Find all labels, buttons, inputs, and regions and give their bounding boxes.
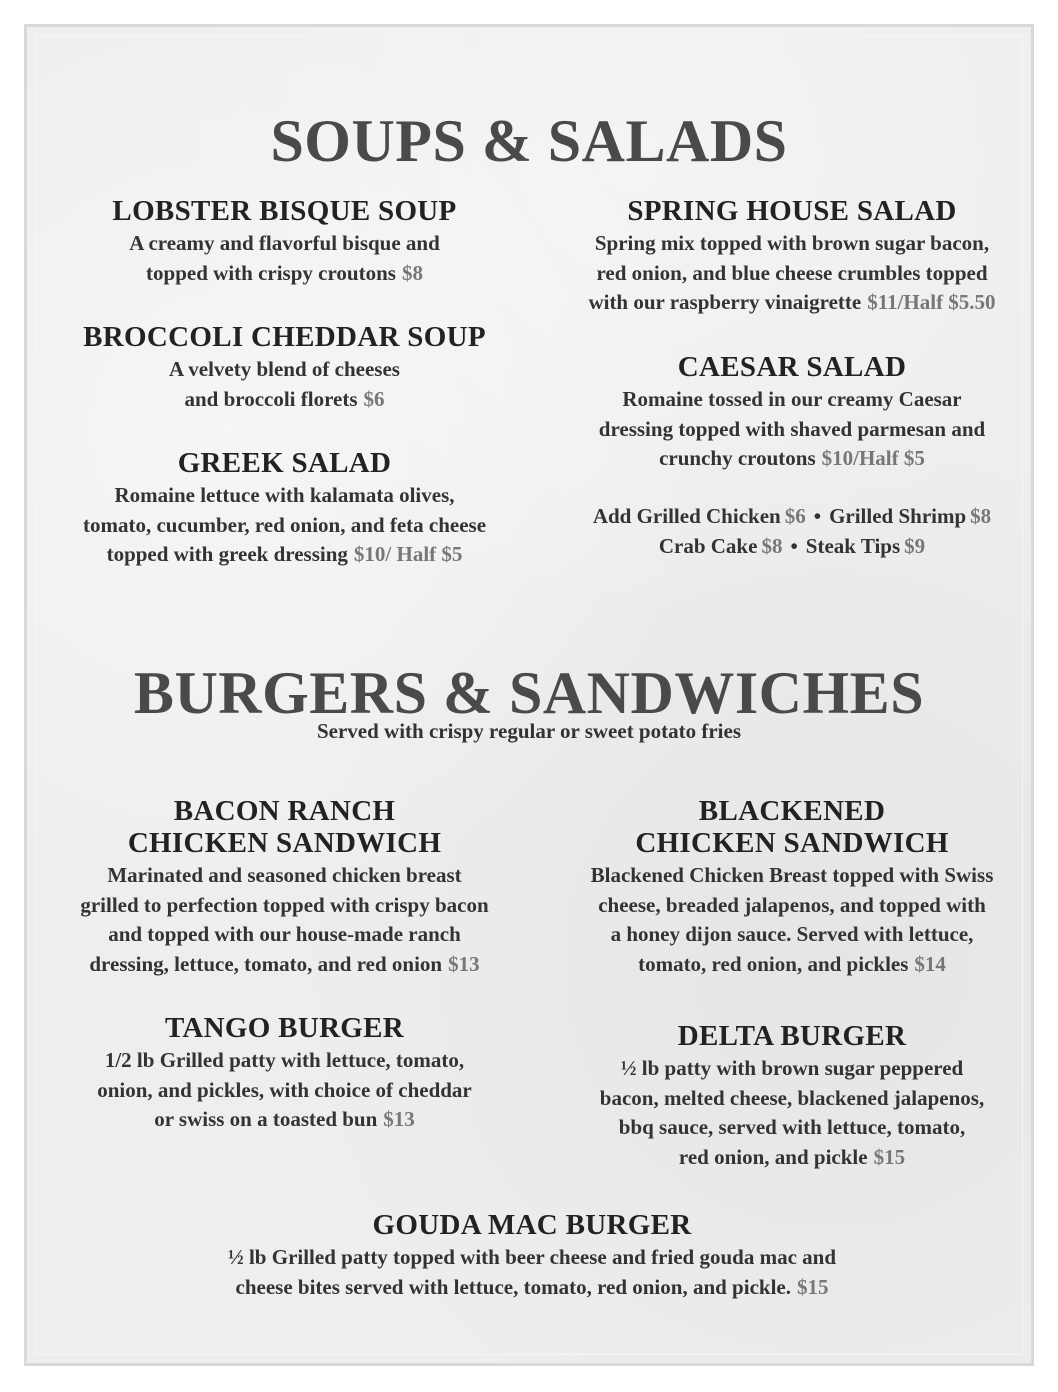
- desc-line: dressing, lettuce, tomato, and red onion: [89, 951, 443, 976]
- item-description: [552, 1054, 1032, 1172]
- menu-item-blackened-chicken-sandwich: [552, 795, 1032, 979]
- item-description: [57, 229, 512, 288]
- desc-line: A creamy and flavorful bisque and: [129, 231, 440, 255]
- desc-line: ½ lb patty with brown sugar peppered: [620, 1056, 964, 1080]
- desc-line: topped with crispy croutons: [146, 260, 396, 285]
- addon-steak: Steak Tips: [805, 533, 901, 558]
- item-description: [57, 355, 512, 414]
- item-name: GREEK SALAD: [177, 447, 392, 479]
- desc-line: crunchy croutons: [659, 446, 816, 470]
- desc-line: ½ lb Grilled patty topped with beer cheese and fried gouda mac and: [227, 1245, 837, 1269]
- desc-line: bacon, melted cheese, blackened jalapenos,: [599, 1085, 985, 1110]
- desc-line: Marinated and seasoned chicken breast: [107, 863, 462, 887]
- item-description: [552, 229, 1032, 318]
- addon-steak-price: $9: [904, 533, 926, 558]
- item-name: BROCCOLI CHEDDAR SOUP: [83, 321, 486, 353]
- addon-shrimp-price: $8: [970, 504, 992, 528]
- desc-line: Blackened Chicken Breast topped with Swiss: [590, 863, 994, 887]
- item-name: TANGO BURGER: [164, 1012, 405, 1044]
- menu-page: [24, 24, 1034, 1366]
- salad-addons: [552, 502, 1032, 561]
- item-price: $13: [448, 951, 480, 976]
- desc-line: A velvety blend of cheeses: [169, 357, 400, 381]
- bullet-separator: •: [813, 504, 822, 528]
- item-name: DELTA BURGER: [677, 1020, 907, 1052]
- item-price: $13: [383, 1107, 415, 1131]
- burgers-sandwiches-title: BURGERS & SANDWICHES: [133, 660, 925, 726]
- bullet-separator: •: [790, 533, 798, 558]
- item-name-line: BLACKENED: [698, 795, 886, 827]
- menu-item-tango-burger: [57, 1012, 512, 1135]
- menu-item-bacon-ranch-chicken-sandwich: [57, 795, 512, 979]
- item-name: CAESAR SALAD: [677, 351, 907, 383]
- addon-crab-price: $8: [761, 533, 783, 558]
- item-name-line: BACON RANCH: [173, 795, 396, 827]
- addon-chicken: Add Grilled Chicken: [592, 504, 781, 528]
- addon-chicken-price: $6: [784, 504, 806, 528]
- desc-line: onion, and pickles, with choice of cheddar: [97, 1077, 472, 1102]
- item-description: [57, 481, 512, 570]
- menu-item-spring-house-salad: [552, 195, 1032, 318]
- item-description: [57, 1046, 512, 1135]
- menu-item-caesar-salad: [552, 351, 1032, 474]
- item-description: [127, 1243, 937, 1302]
- desc-line: bbq sauce, served with lettuce, tomato,: [618, 1115, 966, 1139]
- item-name-line: CHICKEN SANDWICH: [635, 827, 949, 859]
- item-price: $11/Half $5.50: [867, 290, 996, 314]
- item-name: LOBSTER BISQUE SOUP: [112, 195, 457, 227]
- desc-line: Spring mix topped with brown sugar bacon,: [594, 231, 990, 255]
- addon-shrimp: Grilled Shrimp: [829, 504, 967, 528]
- desc-line: 1/2 lb Grilled patty with lettuce, tomato,: [104, 1048, 465, 1072]
- item-name: GOUDA MAC BURGER: [372, 1209, 692, 1241]
- item-description: [552, 861, 1032, 979]
- desc-line: with our raspberry vinaigrette: [588, 290, 862, 314]
- menu-item-gouda-mac-burger: [127, 1209, 937, 1302]
- item-description: [552, 385, 1032, 474]
- desc-line: dressing topped with shaved parmesan and: [598, 416, 986, 441]
- item-name-line: CHICKEN SANDWICH: [127, 827, 442, 859]
- desc-line: grilled to perfection topped with crispy bacon: [80, 892, 489, 917]
- desc-line: red onion, and blue cheese crumbles topped: [596, 260, 988, 285]
- desc-line: red onion, and pickle: [678, 1144, 868, 1169]
- desc-line: topped with greek dressing: [106, 542, 348, 566]
- item-name: [57, 795, 512, 859]
- desc-line: and topped with our house-made ranch: [108, 922, 461, 946]
- addon-crab: Crab Cake: [658, 533, 758, 558]
- item-name: [552, 795, 1032, 859]
- desc-line: a honey dijon sauce. Served with lettuce,: [610, 922, 974, 946]
- soups-salads-title: SOUPS & SALADS: [270, 108, 788, 174]
- burgers-subtitle: Served with crispy regular or sweet potato fries: [316, 719, 741, 743]
- desc-line: Romaine lettuce with kalamata olives,: [114, 483, 455, 507]
- item-name: SPRING HOUSE SALAD: [627, 195, 957, 227]
- desc-line: cheese, breaded jalapenos, and topped with: [598, 892, 986, 917]
- item-description: [57, 861, 512, 979]
- desc-line: Romaine tossed in our creamy Caesar: [622, 387, 962, 411]
- item-price: $8: [401, 260, 423, 285]
- desc-line: or swiss on a toasted bun: [154, 1107, 378, 1131]
- item-price: $6: [363, 386, 385, 411]
- item-price: $15: [796, 1274, 829, 1299]
- menu-item-broccoli-cheddar: [57, 321, 512, 414]
- menu-item-greek-salad: [57, 447, 512, 570]
- item-price: $10/ Half $5: [353, 542, 463, 566]
- menu-item-lobster-bisque: [57, 195, 512, 288]
- desc-line: and broccoli florets: [184, 386, 358, 411]
- desc-line: tomato, red onion, and pickles: [638, 951, 909, 976]
- menu-item-delta-burger: [552, 1020, 1032, 1172]
- desc-line: tomato, cucumber, red onion, and feta cheese: [82, 512, 487, 537]
- item-price: $14: [914, 951, 946, 976]
- item-price: $15: [873, 1144, 906, 1169]
- item-price: $10/Half $5: [821, 446, 925, 470]
- desc-line: cheese bites served with lettuce, tomato, red onion, and pickle.: [235, 1274, 791, 1299]
